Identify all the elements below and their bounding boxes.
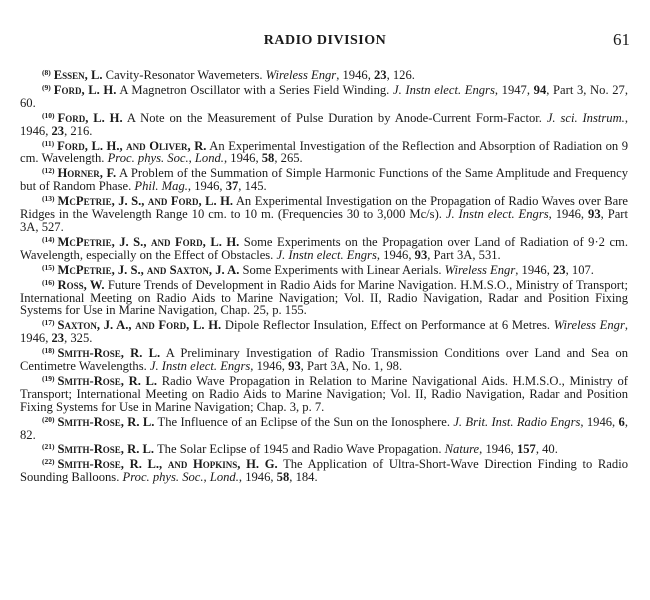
reference-entry: [20, 345, 628, 373]
reference-text: A Problem of the Summation of Simple Harmonic Functions of the Same Amplitude and Frequency but of Random Phase.: [20, 166, 629, 194]
reference-text: , 1946,: [238, 470, 277, 485]
reference-text: , 1946,: [20, 110, 628, 138]
reference-text: , 107.: [565, 262, 594, 277]
page-number: 61: [613, 30, 630, 49]
reference-volume: 23: [553, 262, 566, 277]
reference-entry: [20, 82, 628, 110]
reference-text: Radio Wave Propagation in Relation to Marine Navigational Aids. H.M.S.O., Ministry of Transport; International Meeting on Radio Aids to Marine Navigation; Vol. II, Radio Navigation, Radar and Position Fixing Systems for Use in Marine Navigation; Chap. 3, p. 7.: [20, 373, 629, 414]
reference-text: An Experimental Investigation of the Reflection and Absorption of Radiation on 9 cm. Wavelength.: [20, 138, 628, 166]
reference-number: (11): [42, 138, 55, 148]
reference-journal: J. Instn elect. Engrs: [276, 247, 377, 262]
reference-text: A Preliminary Investigation of Radio Transmission Conditions over Land and Sea on Centimetre Wavelengths.: [20, 346, 628, 374]
reference-text: , 184.: [289, 470, 318, 485]
reference-text: , 1946,: [336, 68, 374, 82]
reference-text: , 1946,: [580, 414, 619, 429]
reference-text: , Part 3, No. 27, 60.: [20, 82, 628, 110]
reference-text: , 1946,: [250, 359, 289, 374]
reference-text: , 40.: [535, 442, 558, 457]
reference-number: (22): [42, 457, 55, 467]
reference-text: , 265.: [274, 151, 303, 166]
reference-text: , 1946,: [20, 318, 629, 346]
reference-text: , 1946,: [223, 151, 262, 166]
reference-journal: Nature: [444, 442, 480, 457]
reference-entry: [20, 165, 628, 193]
reference-volume: 58: [261, 151, 275, 166]
reference-journal: J. Instn elect. Engrs: [149, 359, 251, 374]
reference-authors: Smith-Rose, R. L.: [57, 442, 155, 457]
reference-text: A Note on the Measurement of Pulse Duration by Anode-Current Form-Factor.: [122, 110, 547, 125]
reference-number: (9): [42, 82, 51, 92]
reference-number: (21): [42, 442, 55, 452]
reference-volume: 6: [618, 414, 625, 429]
reference-authors: Horner, F.: [57, 166, 117, 181]
reference-text: , Part 3A, 527.: [20, 207, 628, 234]
reference-number: (16): [42, 277, 55, 287]
reference-text: The Application of Ultra-Short-Wave Direction Finding to Radio Sounding Balloons.: [20, 457, 628, 485]
reference-number: (17): [42, 318, 55, 328]
reference-number: (18): [42, 346, 55, 356]
reference-volume: 23: [373, 68, 387, 82]
reference-authors: Ford, L. H.: [53, 82, 117, 97]
reference-list: [20, 67, 628, 484]
reference-number: (15): [42, 262, 55, 272]
reference-entry: [20, 262, 628, 277]
reference-volume: 93: [588, 207, 601, 222]
reference-text: Future Trends of Development in Radio Aids for Marine Navigation. H.M.S.O., Ministry of Transport; International Meeting on Radio Aids to Marine Navigation; Vol. II, Radio Navigation, Radar and Position Fixing Systems for Use in Marine Navigation, Chap. 25, p. 155.: [20, 277, 628, 318]
reference-number: (19): [42, 373, 55, 383]
reference-authors: Ross, W.: [57, 277, 105, 292]
reference-entry: [20, 441, 628, 456]
reference-entry: [20, 234, 628, 262]
reference-authors: Smith-Rose, R. L.: [57, 373, 158, 388]
reference-number: (12): [42, 166, 55, 176]
reference-volume: 23: [51, 123, 65, 138]
reference-number: (20): [42, 414, 55, 424]
reference-volume: 58: [276, 470, 290, 485]
reference-text: , 1947,: [494, 82, 534, 97]
reference-text: An Experimental Investigation on the Propagation of Radio Waves over Bare Ridges in the Wavelength Range 10 cm. to 10 m. (Frequencies 30 to 3,000 Mc/s).: [20, 194, 628, 222]
reference-volume: 93: [288, 359, 301, 374]
reference-volume: 23: [51, 331, 65, 346]
reference-entry: [20, 414, 628, 442]
reference-text: , 325.: [64, 331, 93, 346]
reference-journal: Proc. phys. Soc., Lond.: [122, 470, 239, 485]
reference-text: , 1946,: [479, 442, 517, 457]
reference-authors: McPetrie, J. S., and Saxton, J. A.: [57, 262, 240, 277]
reference-text: The Solar Eclipse of 1945 and Radio Wave Propagation.: [154, 442, 445, 457]
reference-authors: Essen, L.: [53, 68, 103, 82]
reference-authors: Smith-Rose, R. L.: [57, 414, 155, 429]
reference-number: (14): [42, 234, 55, 244]
reference-volume: 157: [516, 442, 536, 457]
reference-text: , 216.: [64, 123, 93, 138]
reference-text: Some Experiments on the Propagation over Land of Radiation of 9·2 cm. Wavelength, especially on the Effect of Obstacles.: [20, 234, 628, 262]
reference-journal: J. Brit. Inst. Radio Engrs: [453, 414, 581, 429]
reference-journal: Proc. phys. Soc., Lond.: [107, 151, 224, 166]
reference-journal: Wireless Engr: [553, 318, 625, 333]
reference-volume: 94: [533, 82, 547, 97]
reference-number: (10): [42, 110, 55, 120]
reference-journal: Wireless Engr: [444, 262, 516, 277]
reference-text: Dipole Reflector Insulation, Effect on Performance at 6 Metres.: [221, 318, 554, 333]
reference-number: (8): [42, 68, 51, 77]
reference-entry: [20, 277, 628, 318]
reference-volume: 93: [414, 247, 428, 262]
reference-number: (13): [42, 194, 55, 204]
reference-text: , Part 3A, 531.: [427, 247, 501, 262]
reference-entry: [20, 67, 628, 82]
reference-text: , 1946,: [515, 262, 553, 277]
reference-authors: Ford, L. H.: [57, 110, 123, 125]
reference-entry: [20, 110, 628, 138]
reference-text: A Magnetron Oscillator with a Series Field Winding.: [116, 82, 393, 97]
reference-journal: Wireless Engr: [265, 68, 337, 82]
reference-authors: Smith-Rose, R. L.: [57, 346, 161, 361]
reference-text: , 126.: [386, 68, 415, 82]
reference-entry: [20, 193, 628, 234]
page-header: [0, 30, 650, 55]
reference-journal: J. Instn elect. Engrs: [392, 82, 495, 97]
reference-authors: McPetrie, J. S., and Ford, L. H.: [57, 194, 234, 209]
reference-journal: J. Instn elect. Engrs: [445, 207, 549, 222]
reference-text: , 1946,: [376, 247, 415, 262]
reference-text: Some Experiments with Linear Aerials.: [239, 262, 445, 277]
reference-entry: [20, 456, 628, 484]
reference-text: , 145.: [238, 179, 267, 194]
reference-authors: Smith-Rose, R. L., and Hopkins, H. G.: [57, 457, 278, 472]
reference-entry: [20, 138, 628, 166]
reference-text: , 1946,: [548, 207, 589, 222]
reference-text: , Part 3A, No. 1, 98.: [300, 359, 403, 374]
reference-authors: Ford, L. H., and Oliver, R.: [57, 138, 207, 153]
reference-text: Cavity-Resonator Wavemeters.: [102, 68, 266, 82]
reference-authors: McPetrie, J. S., and Ford, L. H.: [57, 234, 240, 249]
reference-text: , 82.: [20, 414, 628, 442]
reference-entry: [20, 317, 628, 345]
reference-volume: 37: [225, 179, 239, 194]
reference-journal: Phil. Mag.: [134, 179, 188, 194]
reference-text: The Influence of an Eclipse of the Sun on the Ionosphere.: [154, 414, 454, 429]
reference-authors: Saxton, J. A., and Ford, L. H.: [57, 318, 222, 333]
reference-entry: [20, 373, 628, 414]
reference-text: , 1946,: [187, 179, 226, 194]
reference-journal: J. sci. Instrum.: [546, 110, 625, 125]
section-title: RADIO DIVISION: [263, 33, 387, 48]
